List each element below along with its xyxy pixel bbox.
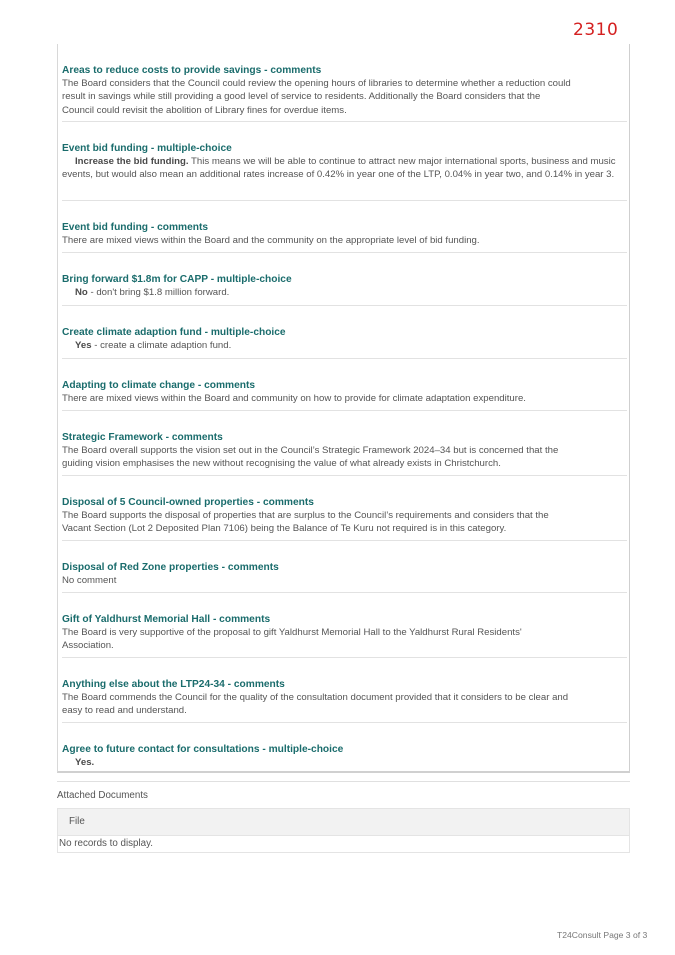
answer-choice: Yes — [75, 340, 92, 351]
question-section — [62, 379, 627, 411]
question-title: Disposal of 5 Council-owned properties - comments — [62, 497, 314, 508]
question-title: Event bid funding - multiple-choice — [62, 143, 232, 154]
question-section — [62, 496, 627, 541]
question-answer: The Board considers that the Council could review the opening hours of libraries to determine whether a reduction could result in savings while still providing a good level of service to residents. Additionally the Board considers that the Council could revisit the abolition of Library fines for overdue items. — [62, 78, 571, 116]
question-answer: The Board supports the disposal of properties that are surplus to the Council’s requirements and considers that the Vacant Section (Lot 2 Deposited Plan 7106) being the Balance of Te Kuru not required is in this category. — [62, 510, 549, 535]
question-answer — [62, 155, 630, 182]
question-title: Bring forward $1.8m for CAPP - multiple-choice — [62, 274, 292, 285]
question-section — [62, 326, 627, 359]
page-footer: T24Consult Page 3 of 3 — [557, 930, 648, 940]
question-answer: The Board commends the Council for the quality of the consultation document provided that it considers to be clear and easy to read and understand. — [62, 692, 569, 717]
question-title: Strategic Framework - comments — [62, 432, 223, 443]
submission-panel — [57, 44, 630, 773]
question-section — [62, 142, 627, 201]
question-title: Areas to reduce costs to provide savings - comments — [62, 65, 322, 76]
answer-description: - don't bring $1.8 million forward. — [87, 287, 230, 298]
question-answer — [62, 756, 627, 769]
question-section — [62, 743, 627, 773]
page-number: 2310 — [573, 20, 619, 40]
question-title: Agree to future contact for consultations - multiple-choice — [62, 744, 344, 755]
attached-documents-label: Attached Documents — [57, 790, 148, 801]
question-answer: The Board is very supportive of the proposal to gift Yaldhurst Memorial Hall to the Yaldhurst Rural Residents' Association. — [62, 627, 522, 652]
attachments-divider — [57, 781, 630, 782]
answer-description: This means we will be able to continue to attract new major international sports, business and music events, but would also mean an additional rates increase of 0.42% in year one of the LTP, 0.04% in year two, and 0.14% in year 3. — [62, 156, 616, 181]
attachments-table — [57, 808, 630, 853]
question-answer: The Board overall supports the vision set out in the Council’s Strategic Framework 2024–34 but is concerned that the guiding vision emphasises the new without recognising the value of what already exists in Christchurch. — [62, 445, 559, 470]
question-section — [62, 431, 627, 476]
question-title: Anything else about the LTP24-34 - comments — [62, 679, 285, 690]
question-section — [62, 561, 627, 593]
file-column-header[interactable]: File — [58, 809, 629, 836]
question-title: Event bid funding - comments — [62, 222, 209, 233]
question-section — [62, 613, 627, 658]
question-section — [62, 273, 627, 306]
question-title: Create climate adaption fund - multiple-choice — [62, 327, 286, 338]
question-title: Disposal of Red Zone properties - comments — [62, 562, 279, 573]
answer-description: - create a climate adaption fund. — [91, 340, 232, 351]
question-answer: There are mixed views within the Board and the community on the appropriate level of bid funding. — [62, 235, 480, 246]
question-title: Adapting to climate change - comments — [62, 380, 256, 391]
question-answer — [62, 286, 627, 299]
empty-records-message: No records to display. — [59, 838, 154, 849]
question-section — [62, 678, 627, 723]
question-answer — [62, 339, 627, 352]
answer-choice: Yes. — [75, 757, 95, 768]
answer-choice: Increase the bid funding. — [75, 156, 189, 167]
question-answer: There are mixed views within the Board and community on how to provide for climate adaptation expenditure. — [62, 393, 526, 404]
answer-choice: No — [75, 287, 88, 298]
question-answer: No comment — [62, 575, 117, 586]
question-title: Gift of Yaldhurst Memorial Hall - comments — [62, 614, 271, 625]
question-section — [62, 221, 627, 253]
question-section — [62, 64, 627, 122]
